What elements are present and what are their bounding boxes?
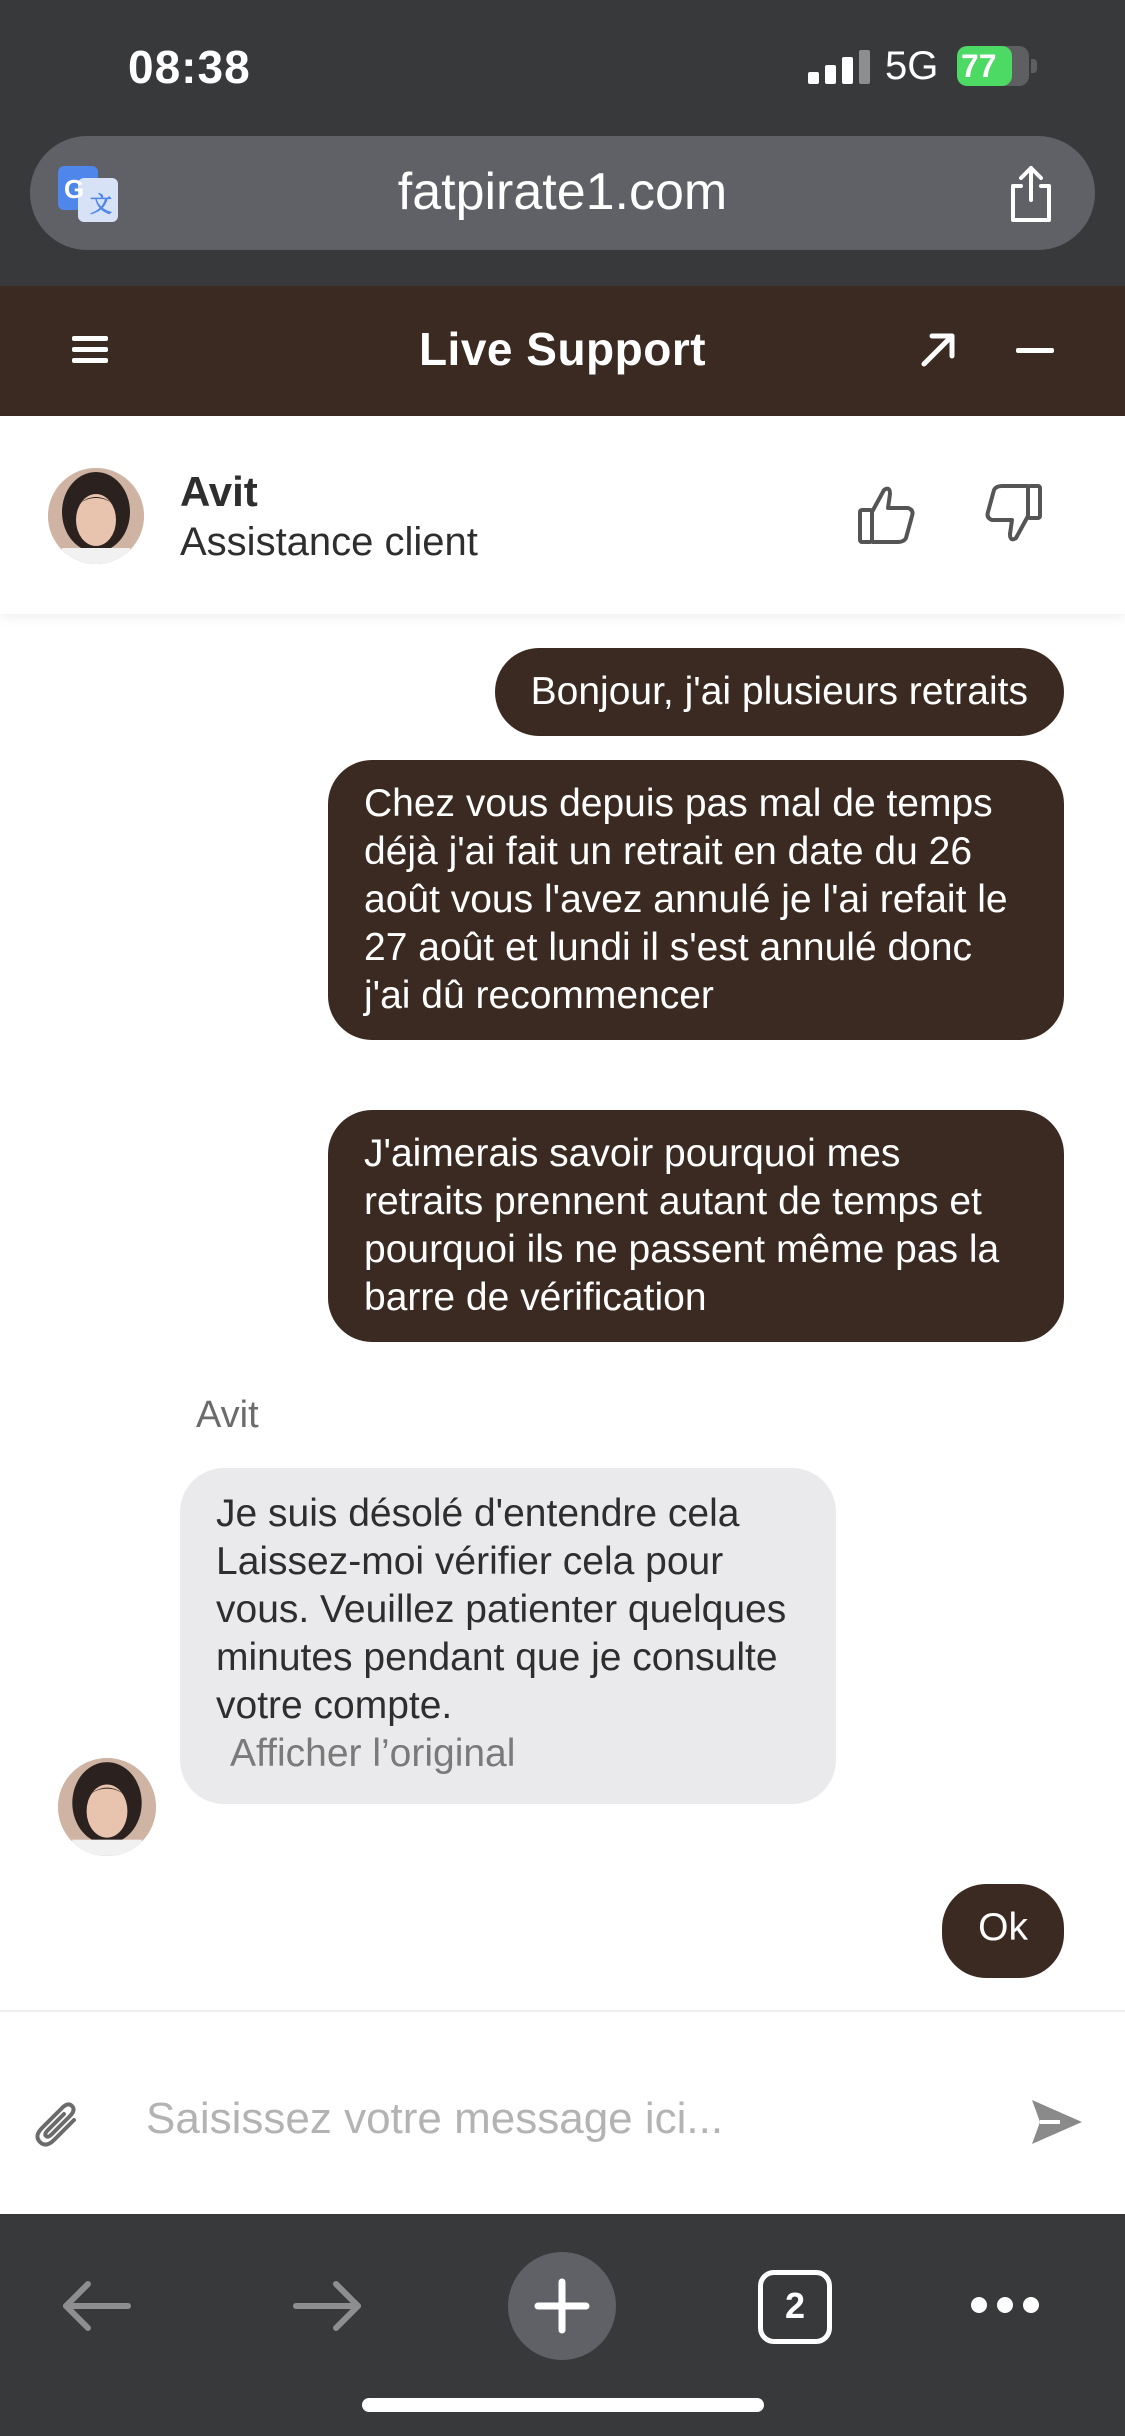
- thumbs-up-icon[interactable]: [856, 482, 916, 546]
- forward-arrow-icon[interactable]: [290, 2278, 366, 2334]
- browser-toolbar: [0, 2214, 1125, 2436]
- share-icon[interactable]: [1005, 164, 1057, 224]
- paperclip-icon[interactable]: [34, 2098, 82, 2150]
- agent-info-bar: [0, 416, 1125, 614]
- battery-percent: 77: [961, 48, 997, 84]
- svg-text:文: 文: [90, 192, 113, 217]
- incoming-message: [180, 1468, 836, 1804]
- outgoing-message: [495, 648, 1064, 736]
- url-field[interactable]: [30, 136, 1095, 250]
- outgoing-message: [942, 1884, 1064, 1978]
- message-text: Ok: [978, 1906, 1028, 1949]
- thumbs-down-icon[interactable]: [984, 482, 1044, 546]
- message-text: Je suis désolé d'entendre cela Laissez-moi vérifier cela pour vous. Veuillez patienter quelques minutes pendant que je consulte votre compte.: [216, 1492, 787, 1727]
- battery-icon: [957, 46, 1037, 86]
- message-text: Bonjour, j'ai plusieurs retraits: [530, 670, 1028, 713]
- chat-title: Live Support: [418, 323, 707, 375]
- show-original-link[interactable]: Afficher l’original: [230, 1732, 516, 1775]
- status-time: 08:38: [128, 41, 251, 93]
- agent-role: Assistance client: [180, 520, 478, 564]
- agent-message-avatar: [58, 1758, 156, 1856]
- plus-icon: [508, 2252, 616, 2360]
- agent-avatar: [48, 468, 144, 564]
- browser-address-bar: [0, 136, 1125, 286]
- chat-header: [0, 286, 1125, 416]
- agent-name: Avit: [180, 468, 258, 515]
- minimize-icon[interactable]: [1016, 348, 1054, 354]
- outgoing-message: [328, 1110, 1064, 1342]
- more-options-icon[interactable]: [970, 2294, 1040, 2316]
- home-indicator: [362, 2398, 764, 2412]
- status-bar: [0, 0, 1125, 136]
- tab-switcher-button[interactable]: 2: [758, 2270, 832, 2344]
- message-text: J'aimerais savoir pourquoi mes retraits prennent autant de temps et pourquoi ils ne passent même pas la barre de vérification: [364, 1132, 1000, 1319]
- new-tab-button[interactable]: [508, 2252, 616, 2360]
- svg-text:G: G: [64, 174, 85, 204]
- url-text: fatpirate1.com: [397, 163, 728, 221]
- outgoing-message: [328, 760, 1064, 1040]
- back-arrow-icon[interactable]: [58, 2278, 134, 2334]
- cellular-signal-icon: [808, 50, 870, 84]
- message-sender-name: Avit: [196, 1394, 259, 1436]
- message-text: Chez vous depuis pas mal de temps déjà j'ai fait un retrait en date du 26 août vous l'avez annulé je l'ai refait le 27 août et lundi il s'est annulé donc j'ai dû recommencer: [364, 782, 1008, 1017]
- message-composer: [0, 2010, 1125, 2214]
- message-input[interactable]: [146, 2082, 986, 2156]
- send-icon[interactable]: [1030, 2096, 1084, 2148]
- network-type: 5G: [885, 44, 939, 88]
- message-list[interactable]: [0, 614, 1125, 2010]
- pop-out-icon[interactable]: [918, 330, 958, 370]
